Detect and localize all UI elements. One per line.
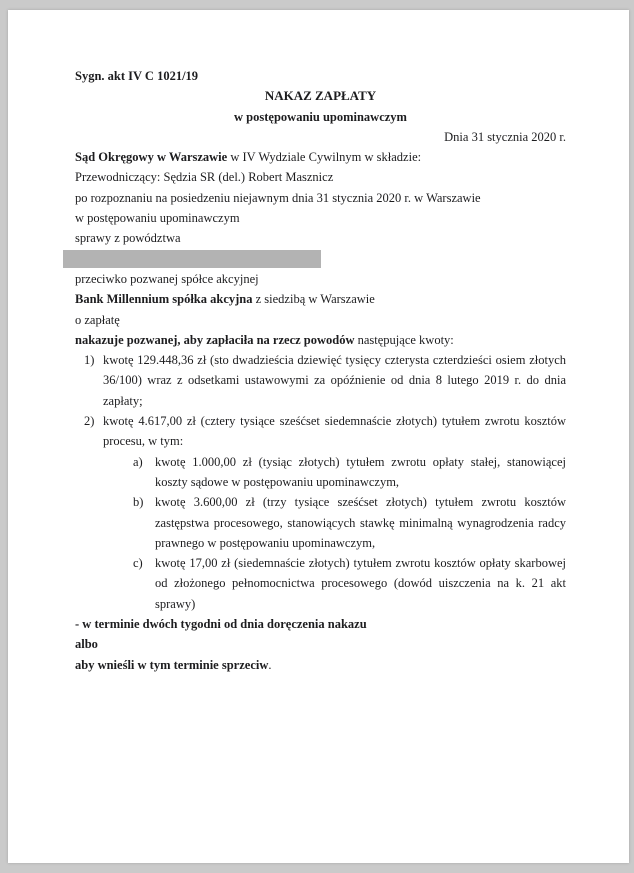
order-item-1 [75, 350, 566, 411]
subitem-marker: b) [133, 495, 144, 510]
order-line [75, 330, 566, 350]
court-line [75, 147, 566, 167]
subitem-marker: a) [133, 454, 143, 469]
document-page [8, 10, 629, 863]
item-text: kwotę 129.448,36 zł (sto dwadzieścia dziewięć tysięcy czterysta czterdzieści osiem złotych 36/100) wraz z odsetkami ustawowymi za opóźnienie od dnia 8 lutego 2019 r. do dnia zapłaty; [103, 353, 566, 408]
redaction-line [75, 249, 566, 269]
order-subitem-c [75, 553, 566, 614]
defendant-name: Bank Millennium spółka akcyjna [75, 292, 253, 307]
order-subitem-b [75, 492, 566, 553]
order-subitem-a [75, 452, 566, 493]
defendant-intro-line: przeciwko pozwanej spółce akcyjnej [75, 271, 259, 286]
claim-line: sprawy z powództwa [75, 231, 181, 246]
subitem-text: kwotę 17,00 zł (siedemnaście złotych) tytułem zwrotu kosztów opłaty skarbowej od złożonego pełnomocnictwa procesowego (dowód uiszczenia na k. 21 akt sprawy) [155, 556, 566, 611]
objection-period: . [268, 657, 272, 672]
albo-line: albo [75, 637, 98, 652]
case-number: Sygn. akt IV C 1021/19 [75, 69, 199, 83]
redaction-block [63, 250, 321, 268]
subject-line: o zapłatę [75, 312, 120, 327]
judge-line: Przewodniczący: Sędzia SR (del.) Robert Masznicz [75, 170, 334, 185]
objection-text: aby wnieśli w tym terminie sprzeciw [75, 657, 269, 672]
court-name: Sąd Okręgowy w Warszawie [75, 150, 228, 165]
subitem-text: kwotę 1.000,00 zł (tysiąc złotych) tytułem zwrotu opłaty stałej, stanowiącej koszty sądowe w postępowaniu upominawczym, [155, 454, 566, 489]
objection-line [75, 655, 566, 675]
item-marker: 2) [84, 414, 95, 429]
item-marker: 1) [84, 353, 95, 368]
defendant-line-rest: z siedzibą w Warszawie [252, 292, 375, 307]
proceeding-line: w postępowaniu upominawczym [75, 211, 240, 226]
subitem-text: kwotę 3.600,00 zł (trzy tysiące sześćset złotych) tytułem zwrotu kosztów zastępstwa procesowego, stanowiących stawkę minimalną wynagrodzenia radcy prawnego w postępowaniu upominawczym, [155, 495, 566, 550]
deadline-line: - w terminie dwóch tygodni od dnia doręczenia nakazu [75, 617, 367, 632]
order-command: nakazuje pozwanej, aby zapłaciła na rzecz powodów [75, 332, 355, 347]
subitem-marker: c) [133, 556, 143, 571]
document-title: NAKAZ ZAPŁATY [264, 88, 377, 104]
document-subtitle: w postępowaniu upominawczym [234, 109, 407, 124]
date-line: Dnia 31 stycznia 2020 r. [444, 129, 566, 144]
hearing-line: po rozpoznaniu na posiedzeniu niejawnym dnia 31 stycznia 2020 r. w Warszawie [75, 190, 481, 205]
document-content [8, 10, 629, 675]
order-item-2 [75, 411, 566, 452]
court-line-rest: w IV Wydziale Cywilnym w składzie: [227, 150, 422, 165]
item-text: kwotę 4.617,00 zł (cztery tysiące sześćset siedemnaście złotych) tytułem zwrotu kosztów procesu, w tym: [103, 414, 566, 449]
defendant-line [75, 289, 566, 309]
order-line-rest: następujące kwoty: [354, 332, 454, 347]
